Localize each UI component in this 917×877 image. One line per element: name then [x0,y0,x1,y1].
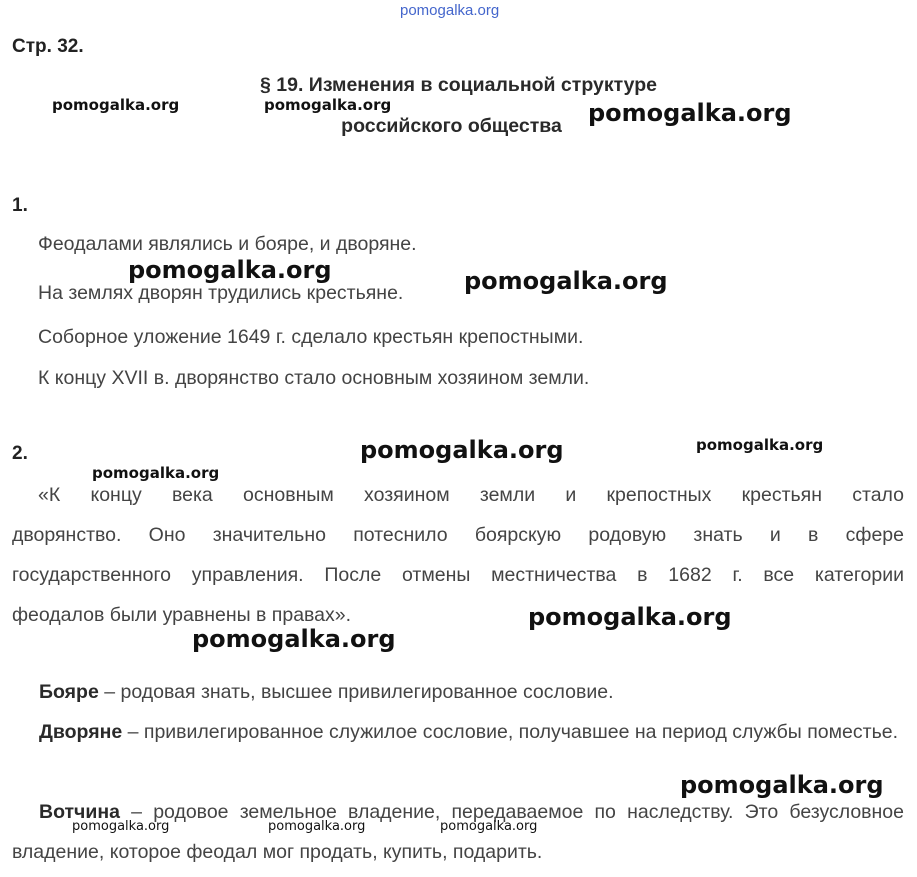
definition-term: Бояре [39,681,99,703]
quote-line: феодалов были уравнены в правах». [12,604,352,626]
definition-term: Дворяне [39,721,123,743]
definition-text: – родовая знать, высшее привилегированное сословие. [98,681,614,703]
watermark: pomogalka.org [128,256,332,284]
section-title-line1: § 19. Изменения в социальной структуре [260,74,657,96]
watermark: pomogalka.org [680,771,884,799]
watermark: pomogalka.org [268,819,366,834]
watermark: pomogalka.org [528,603,732,631]
task-1-number: 1. [12,195,28,216]
quote-line: государственного управления. После отмены местничества в 1682 г. все категории [12,564,904,586]
task-1-line: К концу XVII в. дворянство стало основным хозяином земли. [38,367,590,389]
definition-dvoryane [12,712,904,752]
watermark: pomogalka.org [464,267,668,295]
watermark: pomogalka.org [264,96,392,114]
watermark: pomogalka.org [696,436,824,454]
task-1-line: Соборное уложение 1649 г. сделало крестьян крепостными. [38,326,584,348]
task-1-line: На землях дворян трудились крестьяне. [38,282,404,304]
section-title-line2: российского общества [341,115,562,137]
task-2-number: 2. [12,443,28,464]
watermark: pomogalka.org [588,99,792,127]
task-1-line: Феодалами являлись и бояре, и дворяне. [38,233,417,255]
definition-boyare [12,672,904,712]
watermark: pomogalka.org [52,96,180,114]
definition-term: Вотчина [39,801,120,823]
watermark: pomogalka.org [192,625,396,653]
definition-text: – родовое земельное владение, передаваемое по наследству. Это безусловное владение, которое феодал мог продать, купить, подарить. [12,801,904,863]
page-number: Стр. 32. [12,36,84,57]
quote-line: «К концу века основным хозяином земли и крепостных крестьян стало [38,484,904,506]
watermark: pomogalka.org [360,436,564,464]
quote-line: дворянство. Оно значительно потеснило боярскую родовую знать и в сфере [12,524,904,546]
watermark: pomogalka.org [72,819,170,834]
top-watermark-url[interactable]: pomogalka.org [400,2,500,19]
definition-text: – привилегированное служилое сословие, получавшее на период службы поместье. [122,721,898,743]
watermark: pomogalka.org [92,464,220,482]
watermark: pomogalka.org [440,819,538,834]
